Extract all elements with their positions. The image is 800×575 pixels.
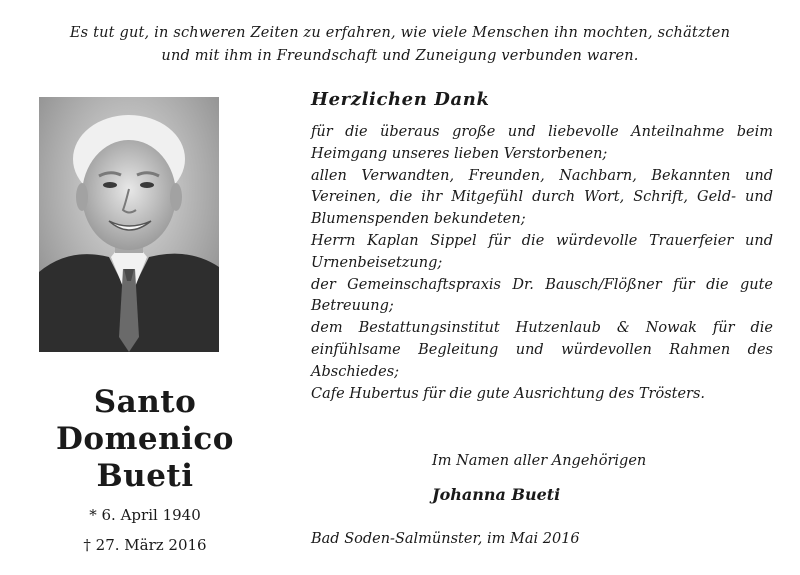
- thanks-paragraph: der Gemeinschaftspraxis Dr. Bausch/Flößner für die gute Betreuung;: [311, 276, 773, 315]
- thanks-block: [311, 86, 773, 405]
- place-date: Bad Soden-Salmünster, im Mai 2016: [311, 531, 580, 547]
- intro-text: [0, 22, 800, 68]
- thanks-title: Herzlichen Dank: [311, 89, 490, 110]
- middle-name: Domenico: [56, 421, 234, 457]
- life-dates: [30, 500, 260, 560]
- birth-date: * 6. April 1940: [89, 506, 201, 524]
- closing-line: Im Namen aller Angehörigen: [432, 453, 647, 469]
- last-name: Bueti: [96, 458, 194, 494]
- thanks-paragraph: dem Bestattungsinstitut Hutzenlaub & Nowak für die einfühlsame Begleitung und würdevollen Rahmen des Abschiedes;: [311, 320, 773, 380]
- death-date: † 27. März 2016: [83, 536, 207, 554]
- portrait-photo: [39, 97, 219, 352]
- intro-line-1: Es tut gut, in schweren Zeiten zu erfahren, wie viele Menschen ihn mochten, schätzten: [69, 25, 731, 41]
- thanks-paragraph: allen Verwandten, Freunden, Nachbarn, Bekannten und Vereinen, die ihr Mitgefühl durch Wort, Schrift, Geld- und Blumenspenden bekundeten;: [311, 167, 773, 228]
- first-name: Santo: [93, 384, 197, 420]
- portrait-illustration: [39, 97, 219, 352]
- thanks-paragraph: Herrn Kaplan Sippel für die würdevolle Trauerfeier und Urnenbeisetzung;: [311, 232, 773, 271]
- intro-line-2: und mit ihm in Freundschaft und Zuneigung verbunden waren.: [161, 48, 639, 64]
- thanks-paragraph: für die überaus große und liebevolle Anteilnahme beim Heimgang unseres lieben Verstorbenen;: [311, 124, 773, 162]
- thanks-paragraph: Cafe Hubertus für die gute Ausrichtung des Trösters.: [311, 385, 706, 402]
- deceased-name: [30, 384, 260, 495]
- signature: Johanna Bueti: [432, 485, 561, 504]
